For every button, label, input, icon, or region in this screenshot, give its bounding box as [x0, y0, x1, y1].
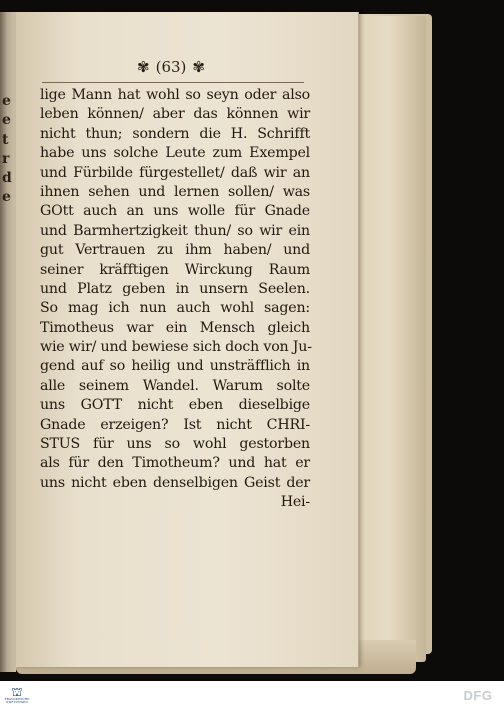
header-rule: [42, 82, 304, 83]
text-line: und Fürbilde fürgestellet/ daß wir an: [40, 164, 310, 181]
text-line: uns GOTT nicht eben dieselbige: [40, 397, 310, 414]
book-page: [16, 12, 359, 667]
text-line: gend auf so heilig und unsträfflich in: [40, 358, 310, 375]
crest-icon: ⛫: [11, 684, 23, 699]
text-line: Timotheus war ein Mensch gleich: [40, 319, 310, 336]
fragment: d: [2, 170, 12, 187]
text-line: uns nicht eben denselbigen Geist der: [40, 474, 310, 491]
text-line: wie wir/ und bewiese sich doch von Ju-: [40, 339, 312, 356]
text-line: lige Mann hat wohl so seyn oder also: [40, 87, 310, 103]
previous-page-fragments: [0, 92, 16, 208]
flower-ornament-icon: ✾: [137, 57, 150, 76]
text-line: und Platz geben in unsern Seelen.: [40, 280, 310, 297]
text-line: leben können/ aber das können wir: [40, 106, 310, 123]
text-line: STUS für uns so wohl gestorben: [40, 436, 310, 453]
fragment: e: [2, 112, 11, 129]
foundation-logo-text: FRANCKESCHE STIFTUNGEN: [4, 696, 30, 704]
text-line: seiner kräfftigen Wirckung Raum: [40, 261, 310, 278]
previous-page-edge: [0, 12, 16, 672]
page-number: (63): [155, 58, 187, 76]
dfg-logo[interactable]: DFG: [463, 687, 493, 703]
text-line: habe uns solche Leute zum Exempel: [40, 145, 310, 162]
text-line: GOtt auch an uns wolle für Gnade: [40, 203, 310, 220]
foundation-logo[interactable]: [2, 681, 32, 709]
fragment: e: [2, 93, 11, 109]
text-line: So mag ich nun auch wohl sagen:: [40, 300, 310, 317]
text-line: ihnen sehen und lernen sollen/ was: [40, 183, 310, 200]
text-line: als für den Timotheum? und hat er: [40, 455, 310, 472]
fragment: e: [2, 189, 11, 206]
text-line: gut Vertrauen zu ihm haben/ und: [40, 242, 310, 259]
flower-ornament-icon: ✾: [192, 57, 205, 76]
catchword: Hei-: [280, 494, 310, 511]
text-line: alle seinem Wandel. Warum solte: [40, 377, 310, 394]
page-header: [126, 56, 216, 78]
text-line: und Barmhertzigkeit thun/ so wir ein: [40, 222, 310, 239]
text-line: Gnade erzeigen? Ist nicht CHRI-: [40, 416, 310, 433]
body-text: [40, 86, 310, 513]
fragment: r: [2, 150, 10, 167]
fragment: t: [2, 131, 9, 148]
viewer-footer: [0, 681, 504, 709]
text-line: nicht thun; sondern die H. Schrifft: [40, 125, 310, 142]
